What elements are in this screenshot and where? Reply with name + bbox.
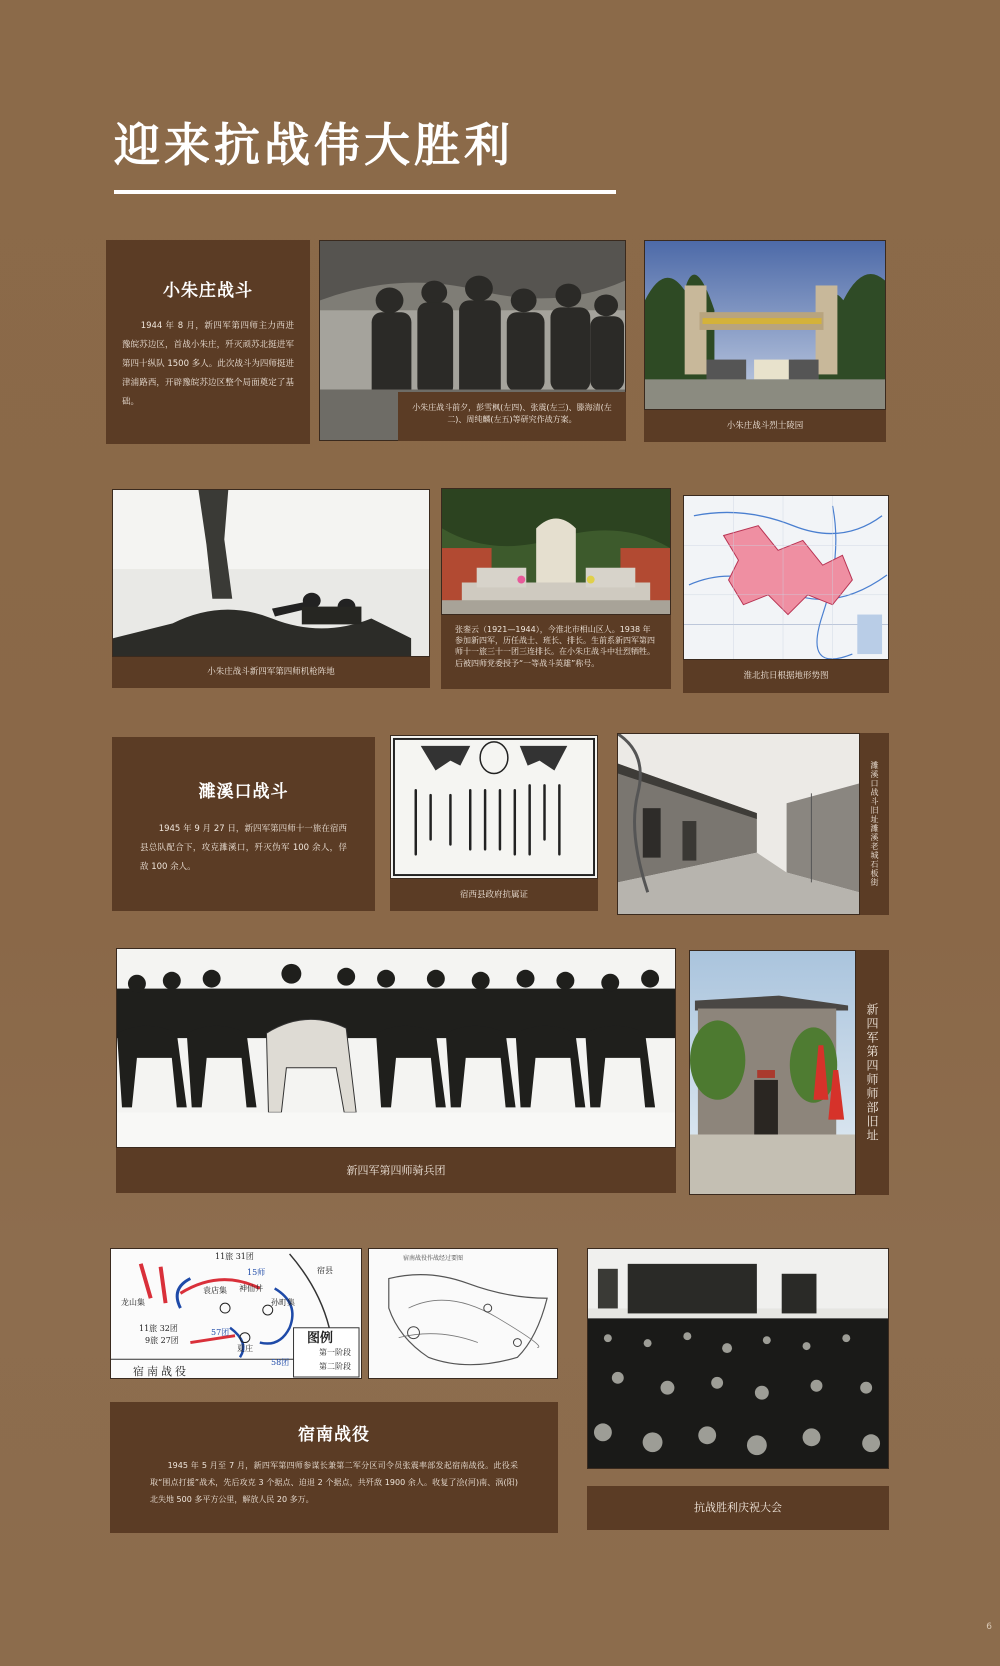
- division-hq-caption: 新四军第四师师部旧址: [856, 950, 889, 1195]
- unit-label-27: 9旅 27团: [145, 1336, 179, 1345]
- sunan-text-panel: [110, 1402, 558, 1533]
- unit-label-31: 11旅 31团: [215, 1252, 254, 1261]
- unit-label-58: 58团: [271, 1358, 290, 1367]
- tanxikou-street-photo: [617, 733, 860, 915]
- place-suntingji: 孙町集: [271, 1298, 295, 1307]
- machinegun-position-photo: [112, 489, 430, 657]
- cemetery-photo: [644, 240, 886, 410]
- place-longshanji: 龙山集: [121, 1298, 145, 1307]
- huaibei-map-caption: 淮北抗日根据地形势图: [683, 660, 889, 693]
- place-suxian: 宿县: [317, 1266, 333, 1275]
- legend-title: 图例: [307, 1331, 334, 1346]
- suxi-certificate-photo: [390, 735, 598, 879]
- victory-celebration-photo: [587, 1248, 889, 1469]
- zhang-luanyun-caption: 张銮云（1921—1944），今淮北市相山区人。1938 年参加新四军，历任战士、班长、排长。生前系新四军第四师十一旅三十一团三连排长。在小朱庄战斗中壮烈牺牲。后被四师党委授予“一等战斗英雄”称号。: [441, 615, 671, 689]
- page-number: 6: [986, 1622, 992, 1632]
- page-title: 迎来抗战伟大胜利: [114, 118, 514, 172]
- celebration-caption: 抗战胜利庆祝大会: [587, 1486, 889, 1530]
- unit-label-57: 57团: [211, 1328, 230, 1337]
- xiaozhuzhuang-text-panel: [106, 240, 310, 444]
- division-hq-photo: [689, 950, 856, 1195]
- tanxikou-text-panel: [112, 737, 375, 911]
- xiaozhuzhuang-heading: 小朱庄战斗: [163, 281, 253, 301]
- sunan-battle-map: [110, 1248, 362, 1379]
- cavalry-regiment-photo: [116, 948, 676, 1148]
- huaibei-base-map: [683, 495, 889, 660]
- zhang-luanyun-grave-photo: [441, 488, 671, 615]
- unit-label-32: 11旅 32团: [139, 1324, 178, 1333]
- title-underline: [114, 190, 616, 194]
- tanxikou-heading: 濉溪口战斗: [198, 782, 289, 802]
- street-caption: 濉溪口战斗旧址濉溪老城石板街: [860, 733, 889, 915]
- machinegun-caption: 小朱庄战斗新四军第四师机枪阵地: [112, 657, 430, 688]
- unit-label-15: 15师: [247, 1268, 266, 1277]
- sunan-sketch-map: [368, 1248, 558, 1379]
- xiaozhuzhuang-body: 1944 年 8 月，新四军第四师主力西进豫皖苏边区，首战小朱庄，歼灭顽苏北挺进军第四十纵队 1500 多人。此次战斗为四师挺进津浦路西，开辟豫皖苏边区整个局面奠定了基础。: [122, 321, 294, 407]
- place-yuandianji: 袁店集: [203, 1286, 227, 1295]
- sketch-map-title: 宿南战役作战经过要图: [403, 1255, 464, 1262]
- place-xiazhuang: 夏庄: [237, 1344, 253, 1353]
- sunan-body: 1945 年 5 月至 7 月，新四军第四师参谋长兼第二军分区司令员张震率部发起宿南战役。此役采取“围点打援”战术，先后攻克 3 个据点、迫退 2 个据点，共歼敌 1900 余人。收复了浍(河)南、涡(阳)北失地 500 多平方公里，解放人民 20 多万。: [150, 1461, 518, 1504]
- legend-item-1: 第一阶段: [319, 1348, 351, 1357]
- tanxikou-body: 1945 年 9 月 27 日，新四军第四师十一旅在宿西县总队配合下，攻克濉溪口，歼灭伪军 100 余人，俘敌 100 余人。: [140, 824, 347, 872]
- cavalry-caption: 新四军第四师骑兵团: [116, 1148, 676, 1193]
- legend-item-2: 第二阶段: [319, 1362, 351, 1371]
- commanders-photo-caption: 小朱庄战斗前夕，彭雪枫(左四)、张震(左三)、滕海清(左二)、周纯麟(左五)等研究作战方案。: [398, 392, 626, 441]
- battle-map-title: 宿南战役: [133, 1365, 189, 1378]
- place-shenxianjing: 神仙井: [239, 1284, 263, 1293]
- certificate-caption: 宿西县政府抗属证: [390, 879, 598, 911]
- sunan-heading: 宿南战役: [298, 1425, 370, 1445]
- cemetery-caption: 小朱庄战斗烈士陵园: [644, 410, 886, 442]
